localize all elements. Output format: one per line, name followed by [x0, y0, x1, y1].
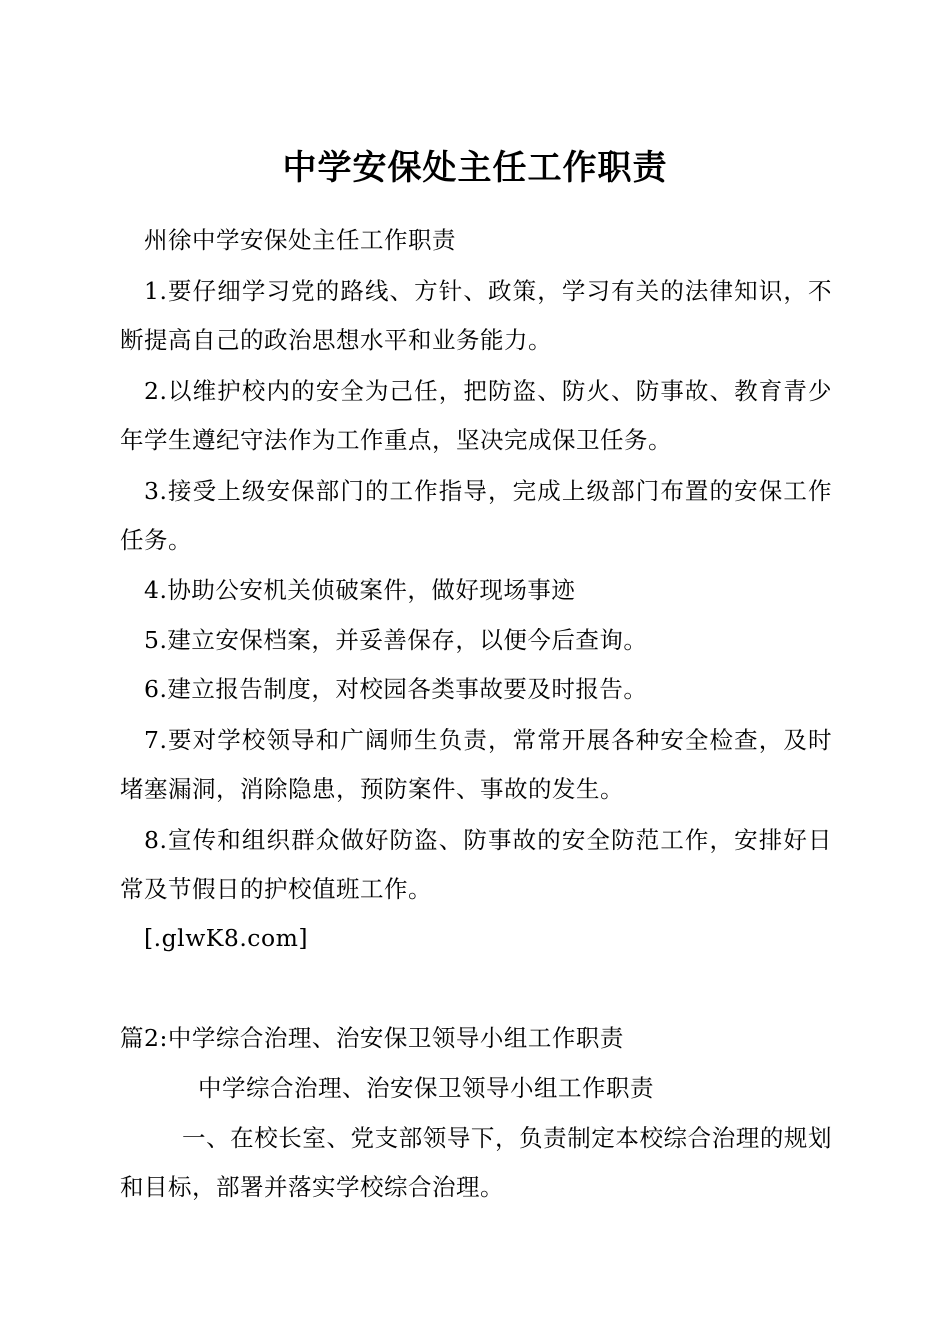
paragraph-item-6: 6.建立报告制度，对校园各类事故要及时报告。: [144, 675, 648, 703]
document-title: 中学安保处主任工作职责: [282, 148, 668, 188]
document-subtitle: 州徐中学安保处主任工作职责: [144, 226, 456, 254]
paragraph-item-3: 3.接受上级安保部门的工作指导，完成上级部门布置的安保工作任务。: [120, 477, 832, 554]
paragraph-item-1: 1.要仔细学习党的路线、方针、政策，学习有关的法律知识，不断提高自己的政治思想水平和业务能力。: [120, 277, 832, 354]
paragraph-item-7: 7.要对学校领导和广阔师生负责，常常开展各种安全检查，及时堵塞漏洞，消除隐患，预防案件、事故的发生。: [120, 726, 832, 803]
paragraph-item-2: 2.以维护校内的安全为己任，把防盗、防火、防事故、教育青少年学生遵纪守法作为工作重点，坚决完成保卫任务。: [120, 377, 832, 454]
paragraph-item-5: 5.建立安保档案，并妥善保存，以便今后查询。: [144, 626, 648, 654]
paragraph-item-8: 8.宣传和组织群众做好防盗、防事故的安全防范工作，安排好日常及节假日的护校值班工作。: [120, 826, 832, 903]
section-2-title: 中学综合治理、治安保卫领导小组工作职责: [198, 1074, 654, 1102]
section-2-paragraph-1: 一、在校长室、党支部领导下，负责制定本校综合治理的规划和目标，部署并落实学校综合治理。: [120, 1124, 832, 1201]
section-2-heading: 篇2:中学综合治理、治安保卫领导小组工作职责: [120, 1024, 624, 1052]
paragraph-item-4: 4.协助公安机关侦破案件，做好现场事迹: [144, 576, 576, 604]
source-note: [.glwK8.com]: [144, 924, 309, 952]
